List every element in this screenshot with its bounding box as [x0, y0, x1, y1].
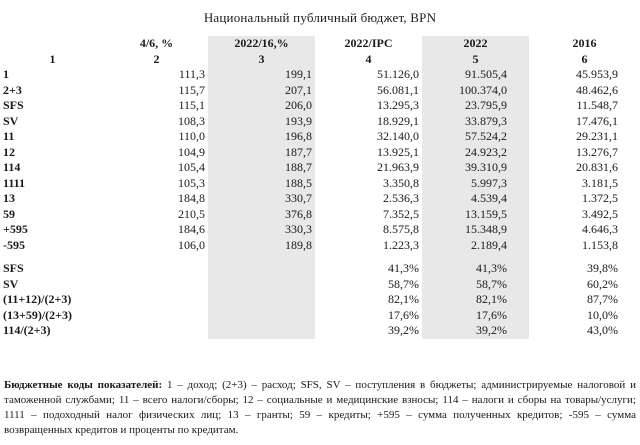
- header-cell: 2016: [572, 36, 597, 50]
- table-row: [0, 207, 640, 223]
- ratio-row: [0, 261, 640, 277]
- table-cell: 39,2%: [422, 323, 529, 339]
- table-cell: 105,3: [178, 175, 205, 190]
- header-cell: [0, 36, 105, 52]
- row-code: SFS: [3, 261, 24, 275]
- row-code: 12: [3, 144, 15, 159]
- column-number: 2: [153, 51, 160, 66]
- column-number-row: [0, 52, 640, 68]
- table-cell: 376,8: [208, 207, 315, 223]
- table-row: [0, 129, 640, 145]
- table-cell: 193,9: [208, 114, 315, 130]
- spacer-cell: [315, 253, 422, 261]
- table-cell: 10,0%: [587, 307, 618, 322]
- table-cell: 3.350,8: [383, 175, 419, 190]
- header-cell: 2022: [422, 36, 529, 52]
- spacer-cell: [208, 253, 315, 261]
- table-cell: 15.348,9: [422, 222, 529, 238]
- column-number: 3: [208, 52, 315, 68]
- table-cell: 111,3: [178, 67, 205, 81]
- table-cell: 58,7%: [422, 277, 529, 293]
- table-cell: [208, 292, 315, 308]
- table-row: [0, 160, 640, 176]
- header-row: [0, 36, 640, 52]
- table-cell: 60,2%: [587, 276, 618, 291]
- table-cell: 39,2%: [388, 323, 419, 337]
- table-row: [0, 191, 640, 207]
- table-cell: 4.539,4: [422, 191, 529, 207]
- header-cell: 2022/IPC: [344, 36, 393, 50]
- table-cell: 1.223,3: [383, 237, 419, 252]
- table-cell: 5.997,3: [422, 176, 529, 192]
- table-cell: 330,3: [208, 222, 315, 238]
- table-cell: [208, 261, 315, 277]
- spacer-cell: [105, 253, 208, 261]
- table-cell: [105, 323, 208, 339]
- table-cell: 1.153,8: [582, 237, 618, 252]
- table-cell: 48.462,6: [576, 82, 618, 97]
- table-cell: 57.524,2: [422, 129, 529, 145]
- spacer-cell: [422, 253, 529, 261]
- table-cell: 17.476,1: [576, 113, 618, 128]
- table-cell: 8.575,8: [383, 222, 419, 236]
- table-cell: 51.126,0: [377, 67, 419, 81]
- ratio-row: [0, 277, 640, 293]
- table-cell: 100.374,0: [422, 83, 529, 99]
- table-cell: 13.925,1: [377, 144, 419, 159]
- table-cell: 184,6: [178, 222, 205, 236]
- table-cell: 108,3: [178, 113, 205, 128]
- column-number: 4: [365, 51, 372, 66]
- table-cell: 39.310,9: [422, 160, 529, 176]
- table-cell: 13.159,5: [422, 207, 529, 223]
- row-code: 11: [3, 129, 15, 143]
- table-row: [0, 176, 640, 192]
- table-cell: 20.831,6: [576, 160, 618, 174]
- table-cell: 7.352,5: [383, 206, 419, 221]
- table-cell: 39,8%: [587, 261, 618, 275]
- table-cell: 106,0: [178, 237, 205, 252]
- footnote-lead: Бюджетные коды показателей:: [4, 379, 163, 391]
- spacer-row: [0, 253, 640, 261]
- table-cell: [105, 277, 208, 293]
- table-cell: 41,3%: [422, 261, 529, 277]
- table-cell: 196,8: [208, 129, 315, 145]
- table-cell: 82,1%: [422, 292, 529, 308]
- column-number: 5: [422, 52, 529, 68]
- table-cell: 91.505,4: [422, 67, 529, 83]
- row-code: 114/(2+3): [3, 323, 51, 337]
- row-code: 114: [3, 160, 21, 174]
- row-code: SV: [3, 276, 19, 291]
- budget-table: [0, 36, 640, 339]
- table-cell: 110,0: [178, 129, 205, 143]
- table-cell: 188,7: [208, 160, 315, 176]
- row-code: 1111: [3, 175, 26, 190]
- row-code: 13: [3, 191, 15, 205]
- table-cell: [105, 261, 208, 277]
- column-number: 6: [581, 51, 588, 66]
- table-cell: 330,7: [208, 191, 315, 207]
- ratio-row: [0, 323, 640, 339]
- table-cell: 210,5: [178, 206, 205, 221]
- table-cell: 82,1%: [388, 292, 419, 306]
- table-cell: 115,7: [178, 82, 205, 97]
- table-row: [0, 238, 640, 254]
- table-cell: 13.276,7: [576, 144, 618, 159]
- table-row: [0, 222, 640, 238]
- table-cell: 87,7%: [587, 292, 618, 306]
- table-cell: [208, 323, 315, 339]
- table-cell: 33.879,3: [422, 114, 529, 130]
- ratio-row: [0, 308, 640, 324]
- row-code: +595: [3, 222, 28, 236]
- row-code: -595: [3, 237, 25, 252]
- table-cell: 2.189,4: [422, 238, 529, 254]
- footnote-text: 1 – доход; (2+3) – расход; SFS, SV – поступления в бюджеты; администрируемые налоговой и таможенной службами; 11 – всего налоги/сборы; 12 – социальные и медицинские взносы; 114 – налоги и сборы на товары/услуги; 1111 – подоходный налог физических лиц; 13 – гранты; 59 – кредиты; +595 – сумма полученных кредитов; -595 – сумма возвращенных кредитов и проценты по кредитам.: [4, 379, 636, 436]
- table-cell: 4.646,3: [582, 222, 618, 236]
- table-cell: 45.953,9: [576, 67, 618, 81]
- spacer-cell: [529, 253, 640, 261]
- column-number: 1: [49, 51, 56, 66]
- table-cell: 105,4: [178, 160, 205, 174]
- table-cell: 3.492,5: [582, 206, 618, 221]
- row-code: SV: [3, 113, 19, 128]
- table-cell: [105, 308, 208, 324]
- table-cell: 32.140,0: [377, 129, 419, 143]
- table-cell: 188,5: [208, 176, 315, 192]
- table-cell: 206,0: [208, 98, 315, 114]
- footnote: [4, 378, 636, 438]
- table-cell: 207,1: [208, 83, 315, 99]
- table-row: [0, 67, 640, 83]
- table-cell: 1.372,5: [582, 191, 618, 205]
- table-cell: 199,1: [208, 67, 315, 83]
- row-code: (13+59)/(2+3): [3, 307, 72, 322]
- table-cell: 24.923,2: [422, 145, 529, 161]
- table-cell: 18.929,1: [377, 113, 419, 128]
- header-cell: 4/6, %: [139, 36, 174, 50]
- table-cell: 13.295,3: [377, 98, 419, 112]
- table-cell: 2.536,3: [383, 191, 419, 205]
- spacer-cell: [0, 253, 105, 261]
- row-code: 1: [3, 67, 9, 81]
- table-row: [0, 83, 640, 99]
- table-cell: 11.548,7: [576, 98, 618, 112]
- row-code: SFS: [3, 98, 24, 112]
- row-code: 2+3: [3, 82, 22, 97]
- table-cell: 17,6%: [388, 307, 419, 322]
- row-code: (11+12)/(2+3): [3, 292, 72, 306]
- header-cell: 2022/16,%: [208, 36, 315, 52]
- table-cell: 43,0%: [587, 323, 618, 337]
- table-cell: 23.795,9: [422, 98, 529, 114]
- table-cell: 115,1: [178, 98, 205, 112]
- table-cell: 104,9: [178, 144, 205, 159]
- table-cell: 187,7: [208, 145, 315, 161]
- row-code: 59: [3, 206, 15, 221]
- table-row: [0, 98, 640, 114]
- table-cell: 17,6%: [422, 308, 529, 324]
- table-cell: 41,3%: [388, 261, 419, 275]
- table-cell: [208, 308, 315, 324]
- table-cell: 21.963,9: [377, 160, 419, 174]
- table-cell: 58,7%: [388, 276, 419, 291]
- table-row: [0, 114, 640, 130]
- ratio-row: [0, 292, 640, 308]
- table-cell: 189,8: [208, 238, 315, 254]
- table-cell: 29.231,1: [576, 129, 618, 143]
- table-cell: [105, 292, 208, 308]
- table-cell: 56.081,1: [377, 82, 419, 97]
- table-cell: 3.181,5: [582, 175, 618, 190]
- table-cell: [208, 277, 315, 293]
- table-cell: 184,8: [178, 191, 205, 205]
- table-title: Национальный публичный бюджет, BPN: [203, 10, 437, 25]
- table-row: [0, 145, 640, 161]
